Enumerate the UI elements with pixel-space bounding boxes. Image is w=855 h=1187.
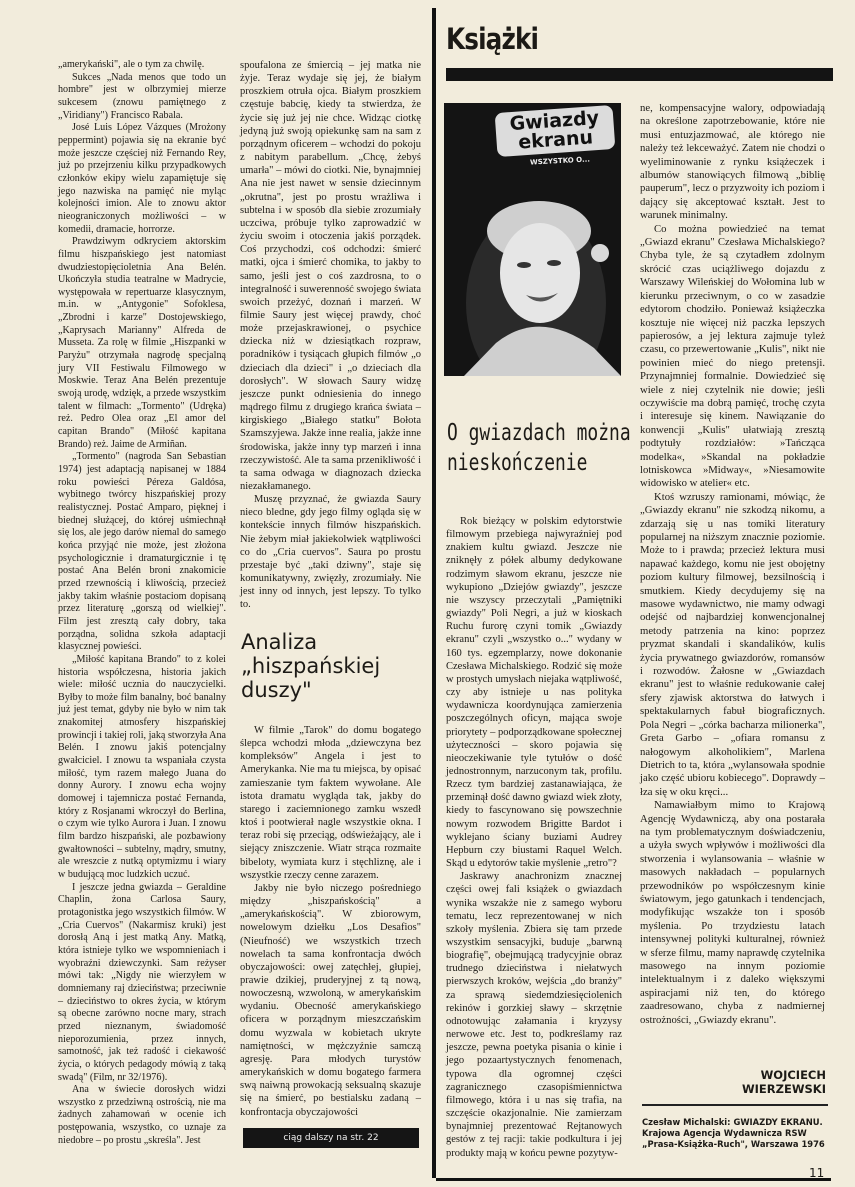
bibliographic-note: Czesław Michalski: GWIAZDY EKRANU. Krajowa Agencja Wydawnicza RSW „Prasa-Książka-Ruch", Warszawa 1976 [642, 1117, 825, 1149]
paragraph: I jeszcze jedna gwiazda – Geraldine Chaplin, żona Carlosa Saury, protagonistka jego wszystkich filmów. W „Cria Cuervos" (Nakarmisz kruki) jest dorosłą Aną i jest matką Any. Matką, która istnieje tylko we wspomnieniach i wyobraźni dziewczynki. Sam reżyser mówi tak: „Nigdy nie wierzyłem w domniemany raj dzieciństwa; przeciwnie – dzieciństwo to okres życia, w którym są obecne zarówno nocne mary, strach przed nieznanym, świadomość nieporozumienia, przez innych, samotność, jak też radość i ciekawość życia, o których pedagody mówią z taką swadą" (Film, nr 32/1976). [58, 881, 226, 1083]
book-cover-image [444, 103, 621, 376]
paragraph: Jakby nie było niczego pośredniego między „hiszpańskością" a „amerykańskością". W zbiorowym, nowelowym dziełku „Los Desafios" (Nieufność) we wszystkich trzech nowelach ta sama konfrontacja dwóch obyczajowości: owej zatęchłej, głupiej, prawie dzikiej, pruderyjnej z tą nową, nowoczesną, wzwoloną, w amerykańskim wydaniu. Obecność amerykańskiego oficera w porządnym mieszczańskim domu wyzwala w kobietach ukryte namiętności, w mężczyźnie samczą agresję. Para młodych turystów amerykańskich w domu bogatego farmera swą naiwną prowokacją seksualną skazuje się na śmierć, po bestialsku zadaną – konfrontacja obyczajowości [240, 882, 421, 1118]
column-2-continued [240, 724, 421, 1119]
headline-line: O gwiazdach można [447, 420, 631, 446]
column-divider [432, 8, 436, 1178]
paragraph: Jaskrawy anachronizm znacznej części owej fali książek o gwiazdach wynika wszakże nie z samego wyboru tematu, lecz reprezentowanej w nich szkoły myślenia. Zbiera się tam przede wszystkim sensacyjki, buduje „barwną biografię", obejmującą tradycyjnie obraz trudnego dzieciństwa i niełatwych pierwszych kroków, wejścia „do branży" za sprawą siedemdziesięciolenich rekinów i gorzkiej sławy – skrzętnie odnotowując załamania i kryzysy nerwowe etc. Jest to, podkreślamy raz jeszcze, pewna poetyka pisania o kinie i jego pozaartystycznych fenomenach, typowa dla ogromnej części zagranicznego czasopiśmiennictwa filmowego, która i u nas się trafia, na szczęście okazjonalnie. Nie zamierzam bynajmniej prezentować Rejtanowych gestów z tej racji: takie podkultura i jej produkty mają w końcu pewne pozytyw- [446, 871, 622, 1159]
column-4 [640, 102, 825, 1027]
paragraph: Co można powiedzieć na temat „Gwiazd ekranu" Czesława Michalskiego? Chyba tyle, że są czytadłem zdolnym skrócić czas uciążliwego dojazdu z Warszawy Wileńskiej do Wołomina lub w kierunku przeciwnym, o co w zasadzie edytorom chodziło. Ponieważ książeczka kosztuje nie więcej niż paczka lepszych papierosów, a jej lektura zajmuje tyleż czasu, co przewertowanie „Kulis", nikt nie powinien mieć do niego pretensji. Przynajmniej formalnie. Dowiedzieć się wiele z niej czytelnik nie dowie; jeśli oczywiście ma dobrą pamięć, trochę czyta i interesuje się kinem. Nawiązanie do konwencji „Kulis" ułatwiają zresztą podtytuły rozdziałów: »Tańcząca modelka«, »Skandal na pokładzie lotniskowca »Midway«, »Niesamowite widowisko w atelier« etc. [640, 222, 825, 490]
paragraph: „Miłość kapitana Brando" to z kolei historia współczesna, historia jakich wiele: miłość ucznia do nauczycielki. Byłby to może film banalny, boć banalny już jest temat, gdyby nie było w nim tak znakomitej atmosfery hiszpańskiej prowincji i takiej roli, jaką stworzyła Ana Belén. I znowu jakiś potencjalny gwałciciel. I znowu ta wspaniała czysta miłość, tym razem małego Juana do donny Aurory. I znowu echa wojny domowej i tajemnicza postać Fernanda, który z Rosjanami wkroczył do Berlina, o czym wie tylko Aurora i Juan. I znowu film bardzo hiszpański, ale pozbawiony gwałtowności – subtelny, mądry, smutny, ale wreszcie z nutką optymizmu i wiary w budującą moc ludzkich uczuć. [58, 653, 226, 880]
paragraph: Ktoś wzruszy ramionami, mówiąc, że „Gwiazdy ekranu" nie szkodzą nikomu, a zdarzają się u nas tomiki literatury popularnej na niższym znacznie poziomie. Może to i prawda; przecież lektura musi napawać każdego, komu nie jest obojętny poziom kultury filmowej, bezsilnością i smutkiem. Kiedy decydujemy się na masowe wydawnictwo, nie mamy odwagi odejść od najbardziej konwencjonalnej metody patrzenia na kino: poprzez pryzmat skandali i skandalików, kulis życia prywatnego gwiazdorów, romansów i rozwodów. Żałosne w „Gwiazdach ekranu" jest to właśnie redukowanie całej sfery zjawisk aktorstwa do łatwych i spektakularnych fabuł biograficznych. Pola Negri – „córka bacharza milionerka", Greta Garbo – „ofiara romansu z nałogowym alkoholikiem", Marlena Dietrich to ta, która „wylansowała spodnie jako część ubioru kobiecego". Doprawdy – łza się w oku kręci... [640, 490, 825, 798]
paragraph: ne, kompensacyjne walory, odpowiadają na określone zapotrzebowanie, które nie musi entuzjazmować, ale którego nie należy też lekceważyć. Zatem nie chodzi o wyeliminowanie z rynku książeczek i albumów stanowiących filmową „biblię pauperum", lecz o przyzwoity ich poziom i dający się akceptować kształt. Jest to warunek minimalny. [640, 102, 825, 222]
paragraph: Ana w świecie dorosłych widzi wszystko z przedziwną ostrością, nie ma żadnych zahamowań w ocenie ich postępowania, wszystko, co uznaje za niedobre – po prostu „skreśla". Jest [58, 1084, 226, 1146]
paragraph: W filmie „Tarok" do domu bogatego ślepca wchodzi młoda „dziewczyna bez kompleksów" Angela i jest to Amerykanka. Nie ma tu miejsca, by opisać zamieszanie tym faktem wywołane. Ale istota dramatu wygląda tak, jakby do starego i zaciemnionego zamku wszedł ktoś i pootwierał nagle wszystkie okna. I teraz robi się przeciąg, odświeżający, ale i siejący zniszczenie. Wiatr strąca rozmaite bibeloty, wymiata kurz i stęchliznę, ale i wszystkie rzeczy cenne zarazem. [240, 725, 421, 881]
headline-line: nieskończenie [447, 450, 588, 476]
paragraph: „amerykański", ale o tym za chwilę. [58, 59, 205, 70]
author-last-name: WIERZEWSKI [741, 1082, 826, 1096]
column-3 [446, 515, 622, 1160]
column-2 [240, 59, 421, 612]
biblio-rule [642, 1104, 828, 1106]
cover-subtitle: WSZYSTKO O... [529, 155, 591, 167]
paragraph: Namawiałbym mimo to Krajową Agencję Wydawniczą, aby ona postarała na tym problematycznym doświadczeniu, a użyła swych wpływów i możliwości dla stworzenia i wylansowania – właśnie w masowych nakładach – popularnych przewodników po współczesnym kinie światowym, jego gatunkach i tendencjach, modyfikując wszakże ton i sposób myślenia. Po trzydziestu latach intensywnej polityki kulturalnej, również w sferze filmu, mamy naprawdę czytelnika masowego na innym poziomie intelektualnym i z daleko większymi aspiracjami niż ten, do którego zaadresowano, chyba z nadmiernej ostrożności, „Gwiazdy ekranu". [640, 799, 825, 1026]
continued-link[interactable]: ciąg dalszy na str. 22 [243, 1128, 419, 1148]
paragraph: Muszę przyznać, że gwiazda Saury nieco bledne, gdy jego filmy ogląda się w kontekście innych filmów hiszpańskich. Nie żebym miał jakiekolwiek wątpliwości co do „Cria cuervos". Saura po prostu przestaje być „taki dziwny", staje się komunikatywny, zwięzły, zrozumiały. Nie jest inny od innych, jest lepszy. To tylko to. [240, 494, 421, 611]
bottom-rule [436, 1178, 831, 1181]
section-title: Książki [446, 22, 539, 56]
paragraph: spoufalona ze śmiercią – jej matka nie żyje. Teraz wydaje się jej, że białym proszkiem otruła ojca. Białym proszkiem częstuje babcię, kiedy ta stwierdza, że życie się już jej nie chce. Widząc ciotkę jedyną już swoją opiekunkę sam na sam z porządnym oficerem – wchodzi do pokoju z nabitym parabellum. „Chcę, żebyś umarła" – mówi do ciotki. Nie, bynajmniej Ana nie jest nawet w sensie dziecinnym „okrutna", jest po prostu wrażliwa i subtelna i w sposób dla siebie zrozumiały uczciwa, próbuje tylko zaprowadzić w życiu swoim i otoczenia jakiś porządek. Coś przychodzi, coś odchodzi: śmierć matki, ojca i śmierć chomika, to jakby to samo, jeśli jest o coś zazdrosna, to o integralność i suwerenność swojego świata swoich przeżyć, doznań i marzeń. W filmie Saury jest więcej prawdy, choć może przejaskrawionej, o psychice dziecka niż w dziesiątkach rozpraw, poradników i tysiącach głupich filmów „o dzieciach dla dzieci" i „o dzieciach dla dorosłych". W słowach Saury widzę jeszcze punkt odniesienia do innego mądrego filmu z drugiego krańca świata – kirgiskiego „Białego statku" Bołota Szamszyjewa. Jakże inne realia, jakże inne środowiska, jakże inny typ marzeń i inna rzeczywistość. Ale ta sama przenikliwość i ta sama odwaga w diagnozach dziecka niezakłamanego. [240, 60, 421, 492]
paragraph: Prawdziwym odkryciem aktorskim filmu hiszpańskiego jest natomiast dwudziestopięcioletnia Ana Belén. Ukończyła studia teatralne w Madrycie, występowała w repertuarze klasycznym, m.in. w „Antygonie" Sofoklesa, „Zbrodni i karze" Dostojewskiego, „Kaprysach Marianny" Alfreda de Musseta. Za rolę w filmie „Hiszpanki w Paryżu" otrzymała nagrodę specjalną jury VII Festiwalu Filmowego w Moskwie. Teraz Ana Belén prezentuje swoją urodę, wdzięk, a przede wszystkim talent w filmach: „Tormento" (Udręka) reż. Pedro Olea oraz „El amor del capitan Brando" (Miłość kapitana Brando) reż. Jaime de Armiñan. [58, 236, 226, 450]
author-byline [700, 1068, 826, 1096]
article-headline [447, 418, 631, 478]
header-band [446, 68, 833, 81]
subheading: Analiza „hiszpańskiej duszy" [241, 630, 381, 702]
column-1 [58, 59, 226, 1147]
paragraph: José Luis López Vázques (Mrożony peppermint) pojawia się na ekranie być może jeszcze częściej niż Fernando Rey, już po przejrzeniu kilku przypadkowych członków ekipy wielu zapamiętuje się jego nazwiska na pamięć nie myląc kolejności imion. Ale to znowu aktor nieograniczonych możliwości – w komedii, dramacie, horrorze. [58, 122, 226, 235]
paragraph: Sukces „Nada menos que todo un hombre" jest w olbrzymiej mierze sukcesem (znowu pamiętnego z „Viridiany") Francisco Rabala. [58, 71, 226, 121]
paragraph: „Tormento" (nagroda San Sebastian 1974) jest adaptacją napisanej w 1884 roku powieści Péreza Galdósa, wybitnego twórcy hiszpańskiej prozy realistycznej. Postać Amparo, pięknej i biednej służącej, do której uśmiechnął się los, ale jego darów niemal do samego końca przyjąć nie może, jest złożona psychologicznie i dramaturgicznie i tę postać Ana Belén broni znakomicie przed rzewnością i kliwością, przecież jakby takim właśnie postaciom dopisaną przez literaturę „gorszą od wielkiej". Film jest zresztą cały dobry, taka porządna, solidna szkoła adaptacji klasycznej powieści. [58, 451, 226, 653]
page-number: 11 [809, 1166, 825, 1180]
cover-title-badge: Gwiazdy ekranu [495, 105, 616, 157]
author-first-name: WOJCIECH [760, 1068, 826, 1082]
paragraph: Rok bieżący w polskim edytorstwie filmowym przebiega najwyraźniej pod znakiem kultu gwiazd. Jeszcze nie zniknęły z półek albumy dedykowane rodzimym sławom ekranu, jeszcze nie wykupiono „Dziejów gwiazdy", jeszcze nie wszyscy przeczytali „Pamiętniki gwiazdy" Poli Negri, a już w kioskach Ruchu furorę czyni tomik „Gwiazdy ekranu" czyli „wszystko o..." wydany w 160 tys. egzemplarzy, nowe dokonanie Czesława Michalskiego. Rodzić się może w prostych umysłach niejaka wątpliwość, czy aby istnieje u nas polityka wydawnicza koordynująca zamierzenia poszczególnych oficyn, mająca swoje priorytety – podporządkowane społecznej użyteczności – skoro pojawia się nieoczekiwanie tyle tytułów o dość jednostronnym, narzuconym tak, profilu. Rzecz tym bardziej zastanawiająca, że przeminął dość dawno gwiazd wiek złoty, kiedy to fascynowano się powszechnie nowym rozwodem Brigitte Bardot i wyklejano ściany buziami Audrey Hepburn czy biustami Raquel Welch. Skąd u edytorów takie myślenie „retro"? [446, 516, 623, 870]
